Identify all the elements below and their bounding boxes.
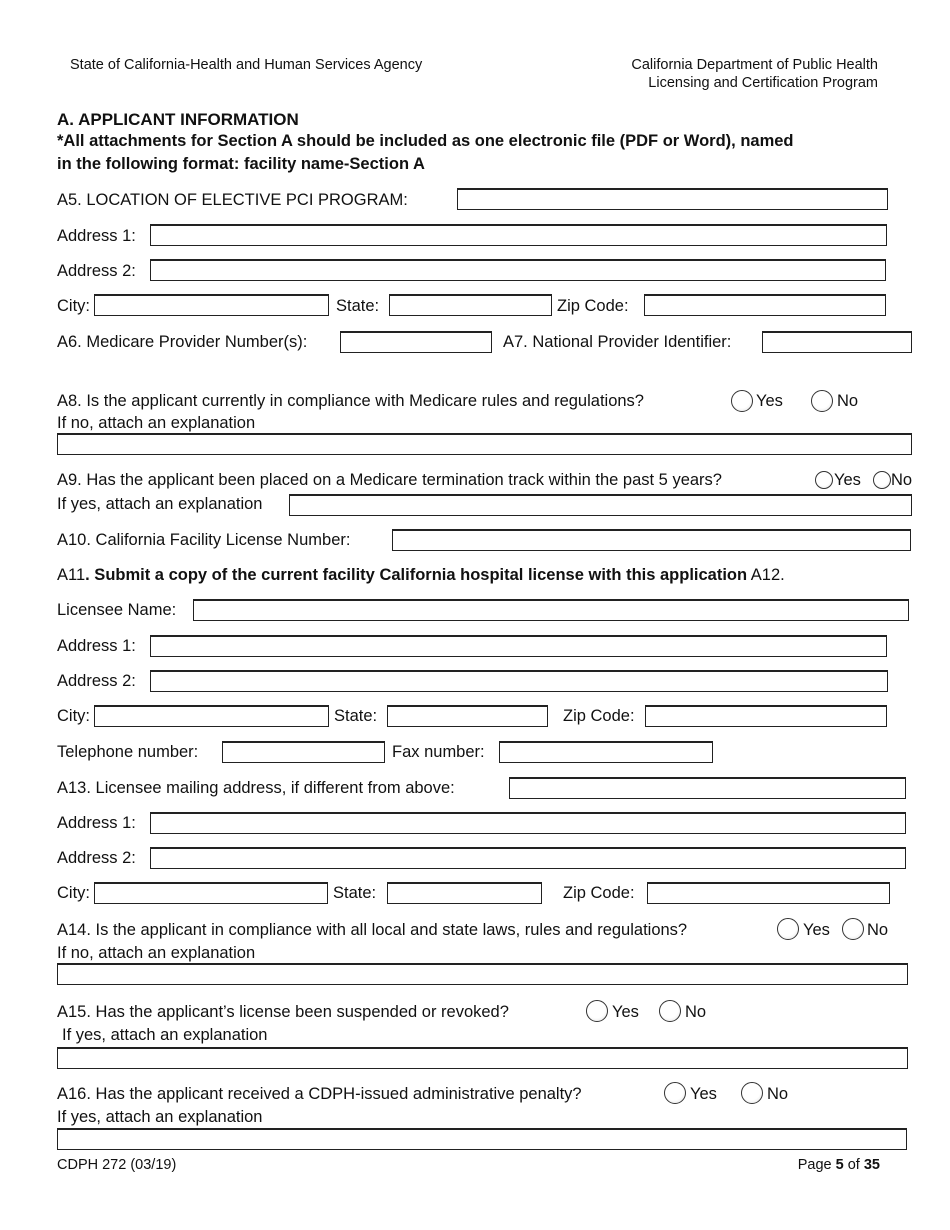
a9-no-label: No — [891, 471, 913, 489]
a9-label: A9. Has the applicant been placed on a Medicare termination track within the past 5 years? — [57, 471, 722, 489]
a15-yes-radio[interactable] — [586, 1000, 608, 1022]
npi-input[interactable] — [762, 331, 912, 353]
a13-label: A13. Licensee mailing address, if different from above: — [57, 779, 455, 797]
a9-sub-label: If yes, attach an explanation — [57, 495, 263, 513]
page-of: of — [843, 1157, 864, 1173]
a14-sub-label: If no, attach an explanation — [57, 944, 256, 962]
section-title: A. APPLICANT INFORMATION — [57, 110, 299, 129]
mailing-state-input[interactable] — [387, 882, 542, 904]
state-input[interactable] — [389, 294, 552, 316]
medicare-provider-input[interactable] — [340, 331, 492, 353]
address1-input[interactable] — [150, 224, 887, 246]
mailing-address2-input[interactable] — [150, 847, 906, 869]
state-label: State: — [336, 297, 380, 315]
a14-explanation-input[interactable] — [57, 963, 908, 985]
a8-yes-radio[interactable] — [731, 390, 753, 412]
a8-explanation-input[interactable] — [57, 433, 912, 455]
telephone-input[interactable] — [222, 741, 385, 763]
a9-no-radio[interactable] — [873, 471, 891, 489]
a6-label: A6. Medicare Provider Number(s): — [57, 333, 308, 351]
licensee-name-input[interactable] — [193, 599, 909, 621]
a8-label: A8. Is the applicant currently in compliance with Medicare rules and regulations? — [57, 392, 644, 410]
fax-label: Fax number: — [392, 743, 485, 761]
a8-sub-label: If no, attach an explanation — [57, 414, 256, 432]
mailing-state-label: State: — [333, 884, 377, 902]
a16-no-radio[interactable] — [741, 1082, 763, 1104]
a9-explanation-input[interactable] — [289, 494, 912, 516]
a7-label: A7. National Provider Identifier: — [503, 333, 732, 351]
mailing-city-label: City: — [57, 884, 90, 902]
a12-number: A12. — [747, 566, 785, 584]
address2-input[interactable] — [150, 259, 886, 281]
mailing-address1-label: Address 1: — [57, 814, 136, 832]
form-number: CDPH 272 (03/19) — [57, 1157, 177, 1173]
telephone-label: Telephone number: — [57, 743, 199, 761]
a11-instruction — [57, 565, 785, 585]
a5-label: A5. LOCATION OF ELECTIVE PCI PROGRAM: — [57, 191, 408, 209]
a14-no-label: No — [867, 921, 889, 939]
a16-yes-label: Yes — [690, 1085, 717, 1103]
a16-label: A16. Has the applicant received a CDPH-issued administrative penalty? — [57, 1085, 582, 1103]
licensee-address2-input[interactable] — [150, 670, 888, 692]
page-number — [798, 1157, 880, 1173]
a10-label: A10. California Facility License Number: — [57, 531, 351, 549]
a15-label: A15. Has the applicant’s license been suspended or revoked? — [57, 1003, 509, 1021]
mailing-zip-label: Zip Code: — [563, 884, 635, 902]
a15-explanation-input[interactable] — [57, 1047, 908, 1069]
a11-number: A11 — [57, 566, 86, 584]
mailing-address-input[interactable] — [509, 777, 906, 799]
zip-input[interactable] — [644, 294, 886, 316]
mailing-city-input[interactable] — [94, 882, 328, 904]
a14-label: A14. Is the applicant in compliance with all local and state laws, rules and regulations? — [57, 921, 688, 939]
a11-text: . Submit a copy of the current facility California hospital license with this application — [85, 566, 748, 584]
a14-yes-label: Yes — [803, 921, 830, 939]
a15-sub-label: If yes, attach an explanation — [62, 1026, 268, 1044]
city-input[interactable] — [94, 294, 329, 316]
licensee-address1-input[interactable] — [150, 635, 887, 657]
a15-no-label: No — [685, 1003, 707, 1021]
mailing-address2-label: Address 2: — [57, 849, 136, 867]
zip-label: Zip Code: — [557, 297, 629, 315]
a5-location-input[interactable] — [457, 188, 888, 210]
section-note-2: in the following format: facility name-Section A — [57, 155, 425, 173]
address2-label: Address 2: — [57, 262, 136, 280]
a15-yes-label: Yes — [612, 1003, 639, 1021]
page-prefix: Page — [797, 1157, 836, 1173]
fax-input[interactable] — [499, 741, 713, 763]
a8-yes-label: Yes — [756, 392, 783, 410]
licensee-address2-label: Address 2: — [57, 672, 136, 690]
department-header: California Department of Public Health — [631, 57, 878, 73]
facility-license-input[interactable] — [392, 529, 911, 551]
a16-explanation-input[interactable] — [57, 1128, 907, 1150]
mailing-address1-input[interactable] — [150, 812, 906, 834]
licensee-name-label: Licensee Name: — [57, 601, 177, 619]
a14-yes-radio[interactable] — [777, 918, 799, 940]
a16-no-label: No — [767, 1085, 789, 1103]
agency-header: State of California-Health and Human Services Agency — [70, 57, 423, 73]
licensee-zip-input[interactable] — [645, 705, 887, 727]
section-note: *All attachments for Section A should be included as one electronic file (PDF or Word), named — [57, 132, 794, 150]
licensee-state-label: State: — [334, 707, 378, 725]
licensee-city-label: City: — [57, 707, 90, 725]
a9-yes-radio[interactable] — [815, 471, 833, 489]
a14-no-radio[interactable] — [842, 918, 864, 940]
a16-yes-radio[interactable] — [664, 1082, 686, 1104]
licensee-city-input[interactable] — [94, 705, 329, 727]
total-pages: 35 — [863, 1157, 880, 1173]
a9-yes-label: Yes — [834, 471, 861, 489]
a15-no-radio[interactable] — [659, 1000, 681, 1022]
licensee-address1-label: Address 1: — [57, 637, 136, 655]
a8-no-label: No — [837, 392, 859, 410]
mailing-zip-input[interactable] — [647, 882, 890, 904]
licensee-state-input[interactable] — [387, 705, 548, 727]
a8-no-radio[interactable] — [811, 390, 833, 412]
city-label: City: — [57, 297, 90, 315]
address1-label: Address 1: — [57, 227, 136, 245]
current-page: 5 — [835, 1157, 844, 1173]
licensee-zip-label: Zip Code: — [563, 707, 635, 725]
program-header: Licensing and Certification Program — [648, 75, 878, 91]
a16-sub-label: If yes, attach an explanation — [57, 1108, 263, 1126]
